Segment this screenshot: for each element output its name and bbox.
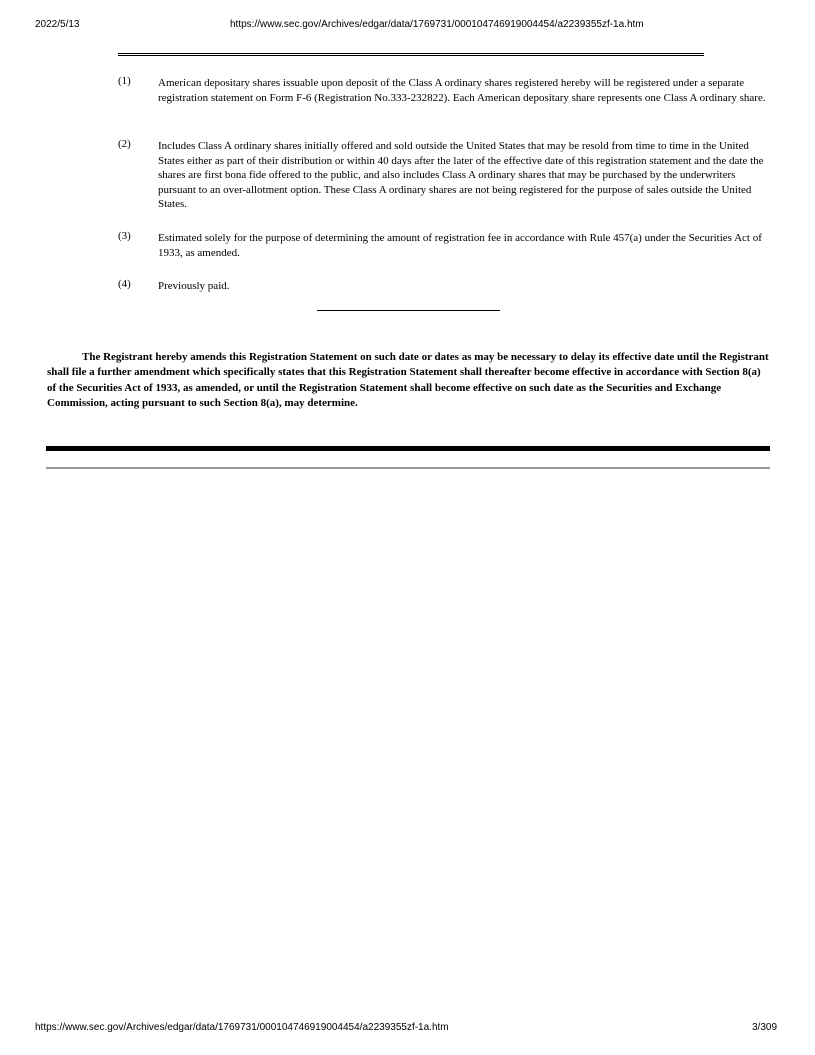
footer-url: https://www.sec.gov/Archives/edgar/data/1769731/000104746919004454/a2239355zf-1a.htm [35,1022,449,1033]
footnote-text: Previously paid. [158,280,230,292]
header-url: https://www.sec.gov/Archives/edgar/data/1769731/000104746919004454/a2239355zf-1a.htm [230,19,644,30]
page-number: 3/309 [752,1022,778,1033]
section-divider [317,310,500,311]
footnote-text: Includes Class A ordinary shares initially offered and sold outside the United States that may be resold from time to time in the United States either as part of their distribution or within 40 days after the later of the effective date of this registration statement and the date the shares are first bona fide offered to the public, and also includes Class A ordinary shares that may be purchased by the underwriters pursuant to an over-allotment option. These Class A ordinary shares are not being registered for the purpose of sales outside the United States. [158,140,764,211]
footnote-text: Estimated solely for the purpose of determining the amount of registration fee in accordance with Rule 457(a) under the Securities Act of 1933, as amended. [158,232,762,259]
thin-rule [46,467,770,469]
footnote-text: American depositary shares issuable upon deposit of the Class A ordinary shares registered hereby will be registered under a separate registration statement on Form F-6 (Registration No.333-232822). Each American depositary share represents one Class A ordinary share. [158,77,766,104]
print-date: 2022/5/13 [35,19,80,30]
thick-rule [46,446,770,451]
top-double-rule [118,53,704,56]
footnote-number: (1) [118,75,131,87]
footnote-number: (2) [118,138,131,150]
footnote-number: (4) [118,278,131,290]
delaying-amendment-statement: The Registrant hereby amends this Registration Statement on such date or dates as may be necessary to delay its effective date until the Registrant shall file a further amendment which specifically states that this Registration Statement shall thereafter become effective in accordance with Section 8(a) of the Securities Act of 1933, as amended, or until the Registration Statement shall become effective on such date as the Securities and Exchange Commission, acting pursuant to such Section 8(a), may determine. [47,351,769,410]
footnote-number: (3) [118,230,131,242]
